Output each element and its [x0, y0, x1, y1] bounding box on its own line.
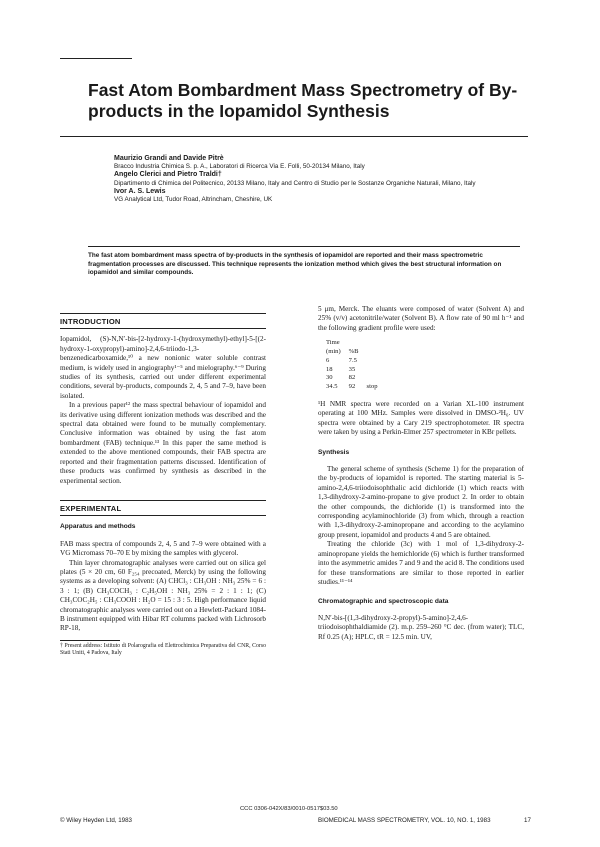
gradient-head-b: %B	[348, 348, 359, 356]
ccc-code: CCC 0306-042X/83/0010-0517$03.50	[240, 806, 338, 812]
abstract-rule-top	[88, 246, 520, 247]
gradient-head-time: Time (min)	[326, 339, 341, 356]
right-paragraph-2: ¹H NMR spectra were recorded on a Varian XL-100 instrument operating at 100 MHz. Samples were dissolved in DMSO-²H₆. UV spectra were obtained by a Cary 219 spectrophotometer. IR spectra were taken by using a Perkin-Elmer 257 spectrometer in KBr pellets.	[318, 400, 524, 437]
author-names-2: Angelo Clerici and Pietro Traldi†	[114, 171, 222, 179]
author-affiliation-3: VG Analytical Ltd, Tudor Road, Altrincham, Cheshire, UK	[114, 196, 273, 204]
author-affiliation-2: Dipartimento di Chimica del Politecnico, 20133 Milano, Italy and Centro di Studio per le Sostanze Organiche Naturali, Milano, Italy	[114, 179, 476, 187]
intro-rule	[60, 313, 266, 314]
gradient-cell: 82	[348, 374, 356, 382]
gradient-row	[326, 374, 386, 383]
page-number: 17	[524, 817, 531, 824]
right-column	[318, 305, 524, 642]
experimental-rule	[60, 500, 266, 501]
synthesis-paragraph-1: The general scheme of synthesis (Scheme 1) for the preparation of the by-products of iopamidol is reported. The starting material is 5-amino-2,4,6-triiodoisophthalic acid dichloride (1) which reacts with 1,3-dihydroxy-2-amino-propane to give product 2. In order to obtain the other compounds, the dichloride (1) is transformed into the corresponding acylaminochloride (3) from which, through a reaction with 1,3-dihydroxy-2-aminopropane and according to the acylamino group present, iopamidol and products 4 and 5 are obtained.	[318, 465, 524, 539]
gradient-cell: 6	[326, 356, 330, 364]
gradient-cell: stop	[366, 383, 378, 391]
right-paragraph-1: 5 μm, Merck. The eluants were composed of water (Solvent A) and 25% (v/v) acetonitrile/water (Solvent B). A flow rate of 90 ml h⁻¹ and the following gradient profile were used:	[318, 305, 524, 332]
experimental-paragraph-2: Thin layer chromatographic analyses were carried out on silica gel plates (5 × 20 cm, 60 F₂₅₄ precoated, Merck) by using the following systems as a developing solvent: (A) CHCl₃ : CH₃OH : NH₃ 25% = 6 : 3 : 1; (B) CH₃COCH₃ : C₂H₅OH : NH₃ 25% = 2 : 1 : 1; (C) CH₃COC₂H₅ : CH₃COOH : H₂O = 15 : 3 : 5. High performance liquid chromatographic analyses were carried out on a Hewlett-Packard 1084-B instrument equipped with Hibar RT columns packed with Lichrosorb RP-18,	[60, 558, 266, 633]
intro-paragraph-2: In a previous paper¹² the mass spectral behaviour of iopamidol and its derivative using different ionization methods was described and the spectral data obtained were found to be mutually complementary. Conclusive information was obtained by using the fast atom bombardment (FAB) technique.¹³ In this paper the same method is extended to the above mentioned compounds, their FAB spectra are reported and their fragmentation patterns discussed. Identification of these products was confirmed by synthesis as described in the experimental section.	[60, 401, 266, 485]
title-rule	[60, 136, 528, 137]
chromatographic-heading: Chromatographic and spectroscopic data	[318, 598, 449, 606]
gradient-cell: 18	[326, 365, 333, 373]
intro-underline	[60, 328, 266, 329]
experimental-underline	[60, 515, 266, 516]
synthesis-paragraph-2: Treating the chloride (3c) with 1 mol of 1,3-dihydroxy-2-aminopropane yields the hemichloride (6) which is further transformed into the asymmetric amides 7 and 9 and the acid 8. The conditions used for these transformations are similar to those reported in earlier studies.¹¹⁻¹⁴	[318, 540, 524, 586]
intro-paragraph-1: Iopamidol, (S)-N,N′-bis-[2-hydroxy-1-(hydroxymethyl)-ethyl]-5-[(2-hydroxy-1-oxypropyl)-amino]-2,4,6-triiodo-1,3-benzenedicarboxamide,¹⁰ a new nonionic water soluble contrast medium, is widely used in angiography¹⁻⁵ and mielography.⁶⁻⁹ During studies of its synthesis, carried out under different experimental conditions, several by-products, compounds 2, 4, 5 and 7–9, have been isolated.	[60, 335, 266, 400]
gradient-cell: 35	[348, 365, 356, 373]
top-rule-left	[60, 58, 132, 59]
experimental-heading: EXPERIMENTAL	[60, 503, 122, 513]
gradient-cell	[367, 374, 386, 383]
article-title: Fast Atom Bombardment Mass Spectrometry of By-products in the Iopamidol Synthesis	[88, 80, 518, 121]
left-column	[60, 305, 266, 657]
chromatographic-paragraph: N,N′-bis-[(1,3-dihydroxy-2-propyl)-5-amino]-2,4,6-triiodoisophthaldiamide (2). m.p. 259–260 °C dec. (from water); TLC, Rf 0.25 (A); HPLC, tR = 12.5 min. UV,	[318, 613, 524, 641]
gradient-cell: 7.5	[348, 356, 357, 364]
footnote-rule	[60, 640, 120, 641]
author-names-1: Maurizio Grandi and Davide Pitrè	[114, 155, 224, 162]
journal-name: BIOMEDICAL MASS SPECTROMETRY, VOL. 10, NO. 1, 1983	[318, 817, 491, 824]
apparatus-heading: Apparatus and methods	[60, 523, 136, 531]
gradient-cell: 92	[348, 383, 356, 391]
gradient-cell: 30	[326, 374, 333, 382]
copyright: © Wiley Heyden Ltd, 1983	[60, 817, 132, 824]
abstract: The fast atom bombardment mass spectra of by-products in the synthesis of iopamidol are reported and their mass spectrometric fragmentation processes are discussed. This technique represents the ionization method which gives the best structural information on iopamidol and similar compounds.	[88, 252, 502, 277]
synthesis-heading: Synthesis	[318, 448, 350, 456]
gradient-row	[326, 366, 386, 375]
gradient-row	[326, 383, 386, 392]
footnote: † Present address: Istituto di Polarografia ed Elettrochimica Preparativa del CNR, Corso Stati Uniti, 4 Padova, Italy	[60, 642, 266, 656]
gradient-table	[326, 339, 386, 392]
experimental-paragraph-1: FAB mass spectra of compounds 2, 4, 5 and 7–9 were obtained with a VG Micromass 70–70 E by mixing the samples with glycerol.	[60, 539, 266, 558]
gradient-cell: 34.5	[326, 383, 338, 391]
author-block	[114, 155, 534, 204]
author-names-3: Ivor A. S. Lewis	[114, 187, 166, 195]
author-affiliation-1: Bracco Industria Chimica S. p. A., Laboratori di Ricerca Via E. Folli, 50-20134 Milano, Italy	[114, 163, 365, 171]
gradient-row	[326, 357, 386, 366]
gradient-cell	[367, 357, 386, 366]
gradient-cell	[367, 366, 386, 375]
introduction-heading: INTRODUCTION	[60, 317, 121, 326]
